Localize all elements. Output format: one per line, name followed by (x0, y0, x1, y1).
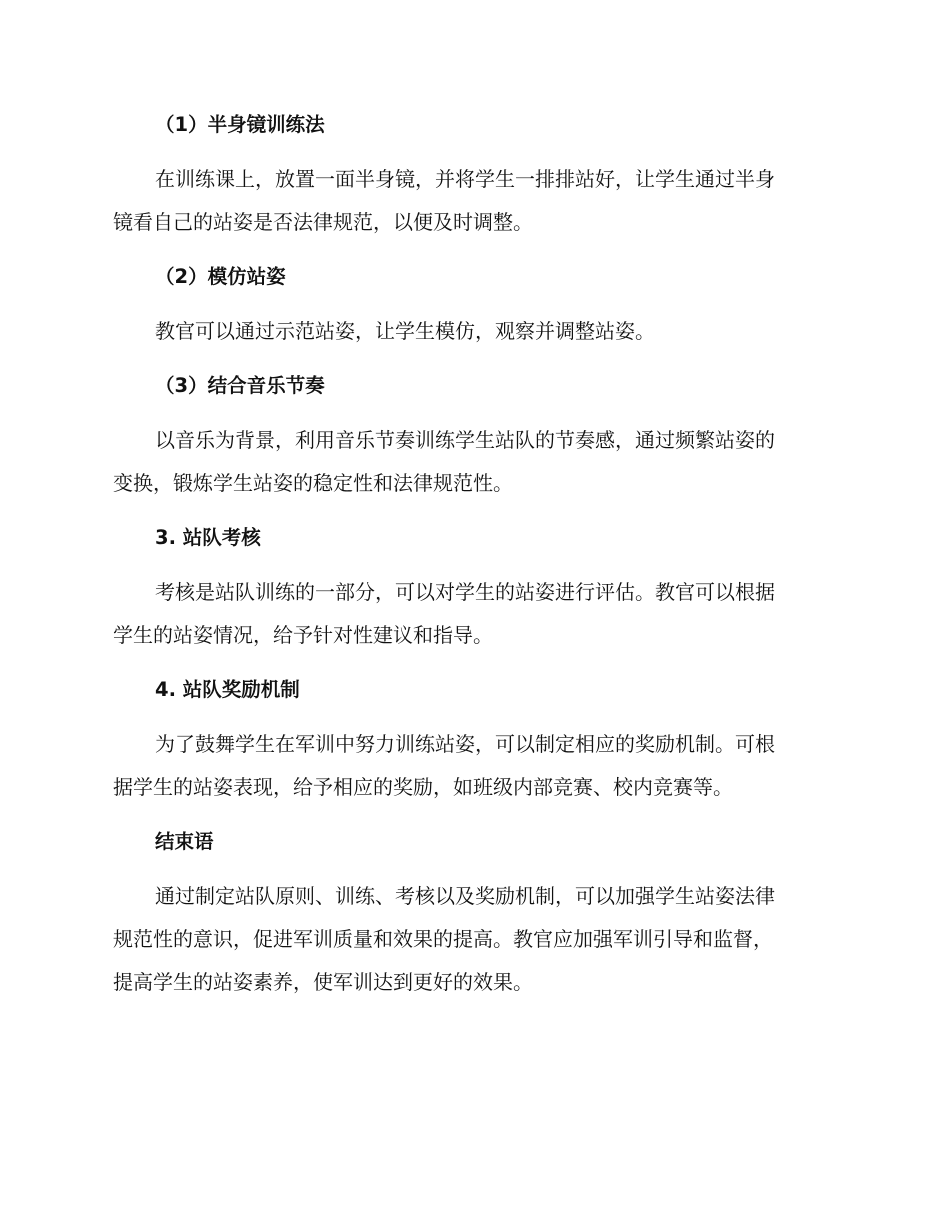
paragraph-assessment (113, 571, 833, 657)
paragraph-line: 以音乐为背景，利用音乐节奏训练学生站队的节奏感，通过频繁站姿的 (155, 428, 775, 452)
section-heading-music-rhythm: （3）结合音乐节奏 (155, 374, 325, 397)
paragraph-line: 变换，锻炼学生站姿的稳定性和法律规范性。 (113, 471, 513, 495)
section-heading-mirror-training: （1）半身镜训练法 (155, 113, 325, 136)
section-heading-reward-mechanism: 4. 站队奖励机制 (155, 678, 300, 701)
paragraph-conclusion (113, 875, 833, 1004)
paragraph-line: 为了鼓舞学生在军训中努力训练站姿，可以制定相应的奖励机制。可根 (155, 732, 775, 756)
paragraph-line: 在训练课上，放置一面半身镜，并将学生一排排站好，让学生通过半身 (155, 167, 775, 191)
document-body (113, 104, 833, 1016)
section-heading-imitate-posture: （2）模仿站姿 (155, 265, 286, 288)
paragraph-line: 教官可以通过示范站姿，让学生模仿，观察并调整站姿。 (155, 319, 655, 343)
paragraph-line: 规范性的意识，促进军训质量和效果的提高。教官应加强军训引导和监督， (113, 927, 773, 951)
paragraph-line: 镜看自己的站姿是否法律规范，以便及时调整。 (113, 210, 533, 234)
section-heading-conclusion: 结束语 (155, 830, 214, 853)
section-heading-assessment: 3. 站队考核 (155, 526, 261, 549)
paragraph-line: 考核是站队训练的一部分，可以对学生的站姿进行评估。教官可以根据 (155, 580, 775, 604)
paragraph-music-rhythm (113, 419, 833, 505)
paragraph-line: 学生的站姿情况，给予针对性建议和指导。 (113, 623, 493, 647)
paragraph-imitate-posture (113, 310, 833, 353)
paragraph-line: 据学生的站姿表现，给予相应的奖励，如班级内部竞赛、校内竞赛等。 (113, 775, 733, 799)
paragraph-reward-mechanism (113, 723, 833, 809)
paragraph-line: 通过制定站队原则、训练、考核以及奖励机制，可以加强学生站姿法律 (155, 884, 775, 908)
paragraph-mirror-training (113, 158, 833, 244)
paragraph-line: 提高学生的站姿素养，使军训达到更好的效果。 (113, 970, 533, 994)
